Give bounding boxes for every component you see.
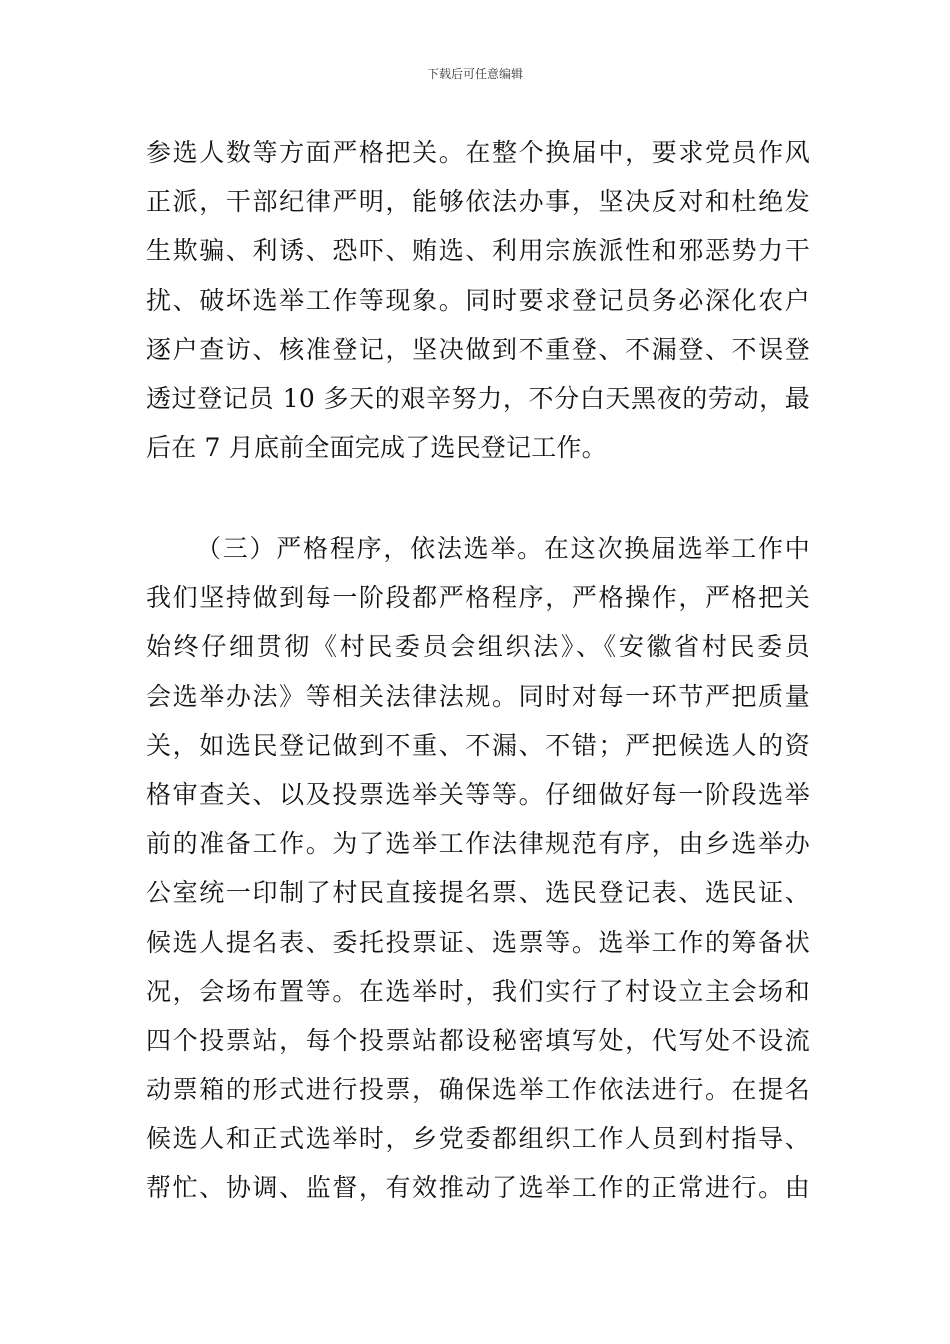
text-line: 透过登记员 10 多天的艰辛努力，不分白天黑夜的劳动，最	[146, 383, 810, 413]
text-line: 会选举办法》等相关法律法规。同时对每一环节严把质量	[146, 681, 810, 711]
text-line: 生欺骗、利诱、恐吓、贿选、利用宗族派性和邪恶势力干	[146, 236, 810, 266]
text-line: 公室统一印制了村民直接提名票、选民登记表、选民证、	[146, 878, 810, 908]
text-line: 始终仔细贯彻《村民委员会组织法》、《安徽省村民委员	[146, 632, 810, 662]
text-line: 扰、破坏选举工作等现象。同时要求登记员务必深化农户	[146, 285, 810, 315]
text-line: 后在 7 月底前全面完成了选民登记工作。	[146, 433, 607, 463]
text-line: 动票箱的形式进行投票，确保选举工作依法进行。在提名	[146, 1075, 810, 1105]
text-line: 格审查关、以及投票选举关等等。仔细做好每一阶段选举	[146, 779, 810, 809]
text-line: 四个投票站，每个投票站都设秘密填写处，代写处不设流	[146, 1025, 810, 1055]
text-line: 逐户查访、核准登记，坚决做到不重登、不漏登、不误登	[146, 334, 810, 364]
text-line: 我们坚持做到每一阶段都严格程序，严格操作，严格把关	[146, 583, 810, 613]
text-line: 关，如选民登记做到不重、不漏、不错；严把候选人的资	[146, 730, 810, 760]
page-header: 下载后可任意编辑	[426, 67, 523, 81]
paragraph-voter-registration	[146, 128, 810, 472]
text-line: 前的准备工作。为了选举工作法律规范有序，由乡选举办	[146, 829, 810, 859]
text-line: （三）严格程序，依法选举。在这次换届选举工作中	[196, 534, 810, 563]
text-line: 正派，干部纪律严明，能够依法办事，坚决反对和杜绝发	[146, 187, 810, 217]
text-line: 帮忙、协调、监督，有效推动了选举工作的正常进行。由	[146, 1173, 810, 1203]
text-line: 候选人提名表、委托投票证、选票等。选举工作的筹备状	[146, 927, 810, 957]
paragraph-election-procedure	[146, 524, 810, 1213]
text-line: 况，会场布置等。在选举时，我们实行了村设立主会场和	[146, 976, 810, 1006]
text-line: 候选人和正式选举时，乡党委都组织工作人员到村指导、	[146, 1124, 810, 1154]
text-line: 参选人数等方面严格把关。在整个换届中，要求党员作风	[146, 138, 810, 167]
